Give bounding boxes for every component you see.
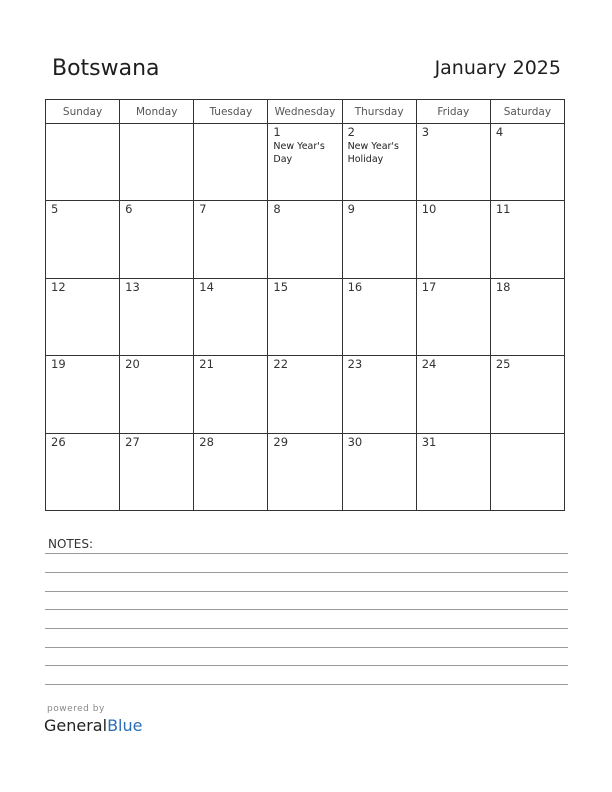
day-number: 10 xyxy=(421,202,437,217)
day-cell xyxy=(342,433,416,510)
day-number: 9 xyxy=(347,202,355,217)
week-row xyxy=(46,124,565,201)
day-cell xyxy=(194,201,268,278)
day-number: 29 xyxy=(273,434,289,449)
weekday-friday: Friday xyxy=(416,100,490,124)
note-line xyxy=(45,572,568,573)
brand-general-text: General xyxy=(44,716,108,735)
day-cell xyxy=(490,201,564,278)
day-number: 25 xyxy=(495,357,511,372)
day-number: 14 xyxy=(199,279,214,294)
day-cell xyxy=(342,356,416,433)
day-number: 3 xyxy=(421,125,430,139)
day-cell xyxy=(46,124,120,201)
generalblue-logo[interactable] xyxy=(44,716,142,735)
day-cell xyxy=(342,124,416,201)
weekday-monday: Monday xyxy=(120,100,194,124)
day-cell xyxy=(490,278,564,355)
holiday-label: New Year's Holiday xyxy=(347,141,399,165)
weekday-header-row xyxy=(46,100,565,124)
day-number: 30 xyxy=(347,434,363,449)
day-number: 24 xyxy=(421,357,437,372)
day-number: 6 xyxy=(125,202,133,217)
note-line xyxy=(45,553,568,554)
day-cell xyxy=(120,124,194,201)
weekday-thursday: Thursday xyxy=(342,100,416,124)
day-cell xyxy=(194,278,268,355)
day-number: 4 xyxy=(495,125,504,139)
day-number: 1 xyxy=(273,125,281,139)
day-cell xyxy=(416,433,490,510)
day-number: 26 xyxy=(51,434,66,449)
week-row xyxy=(46,278,565,355)
day-number: 5 xyxy=(51,202,59,217)
calendar-grid xyxy=(45,99,565,511)
day-number: 7 xyxy=(199,202,207,217)
day-number: 15 xyxy=(273,279,289,294)
week-row xyxy=(46,433,565,510)
weekday-saturday: Saturday xyxy=(490,100,564,124)
day-cell xyxy=(416,124,490,201)
weekday-tuesday: Tuesday xyxy=(194,100,268,124)
day-number: 23 xyxy=(347,357,363,372)
note-line xyxy=(45,684,568,685)
weekday-wednesday: Wednesday xyxy=(268,100,342,124)
day-cell xyxy=(268,124,342,201)
day-number: 2 xyxy=(347,125,355,139)
day-number: 19 xyxy=(51,357,66,372)
day-cell xyxy=(268,201,342,278)
day-number: 31 xyxy=(421,434,437,449)
note-line xyxy=(45,609,568,610)
day-number: 11 xyxy=(495,202,511,217)
day-cell xyxy=(416,356,490,433)
day-number: 21 xyxy=(199,357,214,372)
note-line xyxy=(45,591,568,592)
day-number: 20 xyxy=(125,357,140,372)
day-cell xyxy=(120,201,194,278)
day-number: 18 xyxy=(495,279,511,294)
note-line xyxy=(45,647,568,648)
day-cell xyxy=(416,201,490,278)
powered-by-text: powered by xyxy=(47,704,105,714)
day-cell xyxy=(342,201,416,278)
day-number: 17 xyxy=(421,279,437,294)
day-cell xyxy=(490,124,564,201)
day-cell xyxy=(194,433,268,510)
month-year-title: January 2025 xyxy=(434,57,561,79)
day-cell xyxy=(194,124,268,201)
weekday-sunday: Sunday xyxy=(46,100,120,124)
week-row xyxy=(46,356,565,433)
day-cell xyxy=(194,356,268,433)
day-cell xyxy=(268,356,342,433)
day-number: 16 xyxy=(347,279,363,294)
day-cell xyxy=(46,356,120,433)
day-cell xyxy=(490,433,564,510)
day-number: 12 xyxy=(51,279,66,294)
day-cell xyxy=(120,356,194,433)
day-cell xyxy=(46,433,120,510)
day-cell xyxy=(120,433,194,510)
country-title: Botswana xyxy=(52,56,160,81)
day-cell xyxy=(46,278,120,355)
notes-label: NOTES: xyxy=(48,537,93,551)
holiday-label: New Year's Day xyxy=(273,141,325,165)
day-number: 13 xyxy=(125,279,140,294)
day-cell xyxy=(342,278,416,355)
day-cell xyxy=(268,433,342,510)
day-cell xyxy=(46,201,120,278)
day-number: 27 xyxy=(125,434,140,449)
day-cell xyxy=(490,356,564,433)
day-cell xyxy=(120,278,194,355)
day-number: 22 xyxy=(273,357,289,372)
note-line xyxy=(45,628,568,629)
day-cell xyxy=(268,278,342,355)
brand-blue-text: Blue xyxy=(107,716,143,735)
note-line xyxy=(45,665,568,666)
week-row xyxy=(46,201,565,278)
day-number: 28 xyxy=(199,434,214,449)
day-number: 8 xyxy=(273,202,281,217)
day-cell xyxy=(416,278,490,355)
